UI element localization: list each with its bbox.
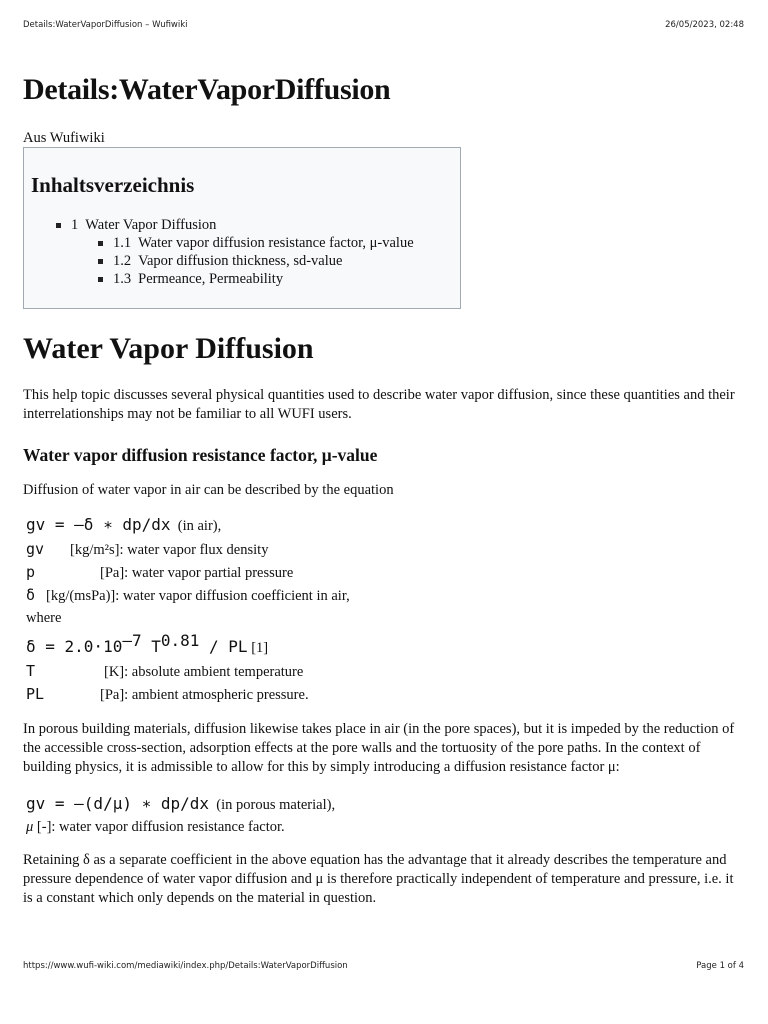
toc-item-label: Permeance, Permeability [138,271,284,287]
delta-equation [26,629,739,660]
toc-item[interactable] [97,252,460,270]
definition-symbol: δ [26,586,36,604]
definition-unit: [K]: [104,663,129,680]
equation-intro: Diffusion of water vapor in air can be described by the equation [23,482,394,498]
mu-desc: water vapor diffusion resistance factor. [59,818,285,835]
flux-equation [26,513,739,538]
toc-item-label: Vapor diffusion thickness, sd-value [138,253,343,269]
definition-symbol: T [26,661,36,680]
page-title: Details:WaterVaporDiffusion [23,73,391,106]
print-header-datetime: 26/05/2023, 02:48 [665,20,744,30]
toc-item-label: Water Vapor Diffusion [85,217,217,233]
definition-row [26,660,739,683]
definition-row [26,561,739,584]
toc-item[interactable] [55,216,460,288]
print-footer-page: Page 1 of 4 [696,961,744,971]
toc-item-number: 1.3 [113,271,132,287]
definition-desc: absolute ambient temperature [131,663,304,680]
toc-item-label: Water vapor diffusion resistance factor, μ-value [138,235,414,251]
where-label: where [26,610,62,626]
toc-item[interactable] [97,234,460,252]
toc-heading: Inhaltsverzeichnis [31,173,195,197]
definition-unit: [kg/m²s]: [70,542,124,558]
retaining-paragraph: Retaining δ as a separate coefficient in the above equation has the advantage that it already describes the temperature and pressure dependence of water vapor diffusion and μ is therefore practically independent of temperature and pressure, i.e. it is a constant which only depends on the material in question. [23,851,734,906]
definition-symbol: PL [26,684,45,703]
delta-equation-rhs: / PL [199,636,248,656]
definition-unit: [Pa]: [100,565,129,581]
definition-unit: [kg/(msPa)]: [46,588,120,604]
delta-equation-lhs: δ = 2.0·10 [26,636,123,656]
porous-equation-note: (in porous material), [216,796,336,813]
definition-row [26,538,739,561]
mu-definition [26,817,739,837]
table-of-contents [23,147,461,309]
porous-equation [26,792,739,817]
temperature-exponent: 0.81 [160,631,200,650]
intro-paragraph: This help topic discusses several physical quantities used to describe water vapor diffusion, since these quantities and their interrelationships may not be familiar to all WUFI users. [23,387,735,422]
site-subtitle: Aus Wufiwiki [23,130,105,146]
toc-item-number: 1.2 [113,253,132,269]
flux-equation-note: (in air), [177,518,222,534]
mu-unit: [-]: [36,818,56,835]
flux-equation-formula: gv = –δ ∗ dp/dx [26,515,171,534]
equation-block [26,513,739,706]
definition-desc: water vapor diffusion coefficient in air, [122,588,350,604]
definition-row [26,584,739,607]
article-content [23,70,739,908]
definition-symbol: p [26,563,36,581]
porous-equation-block [26,792,739,837]
print-header [23,20,744,34]
definition-desc: water vapor partial pressure [131,565,294,581]
toc-item-number: 1.1 [113,235,132,251]
definition-desc: water vapor flux density [127,542,269,558]
toc-item-number: 1 [71,217,79,233]
mu-symbol: μ [26,818,34,835]
delta-temperature: T [141,636,161,656]
definition-unit: [Pa]: [100,686,129,703]
section-title: Water Vapor Diffusion [23,332,314,365]
print-footer [23,961,744,975]
print-header-title: Details:WaterVaporDiffusion – Wufiwiki [23,20,188,30]
porous-equation-formula: gv = –(d/μ) ∗ dp/dx [26,793,210,813]
definition-desc: ambient atmospheric pressure. [131,686,309,703]
porous-paragraph: In porous building materials, diffusion likewise takes place in air (in the pore spaces), but it is impeded by the reduction of the accessible cross-section, adsorption effects at the pore walls and the tortuosity of the pore paths. In the context of building physics, it is admissible to allow for this by simply introducing a diffusion resistance factor μ: [23,720,735,775]
subsection-heading: Water vapor diffusion resistance factor, μ-value [23,445,378,465]
toc-item[interactable] [97,270,460,288]
delta-exponent: –7 [122,631,142,650]
print-footer-url: https://www.wufi-wiki.com/mediawiki/index.php/Details:WaterVaporDiffusion [23,961,348,971]
definition-symbol: gv [26,540,45,558]
definition-row [26,683,739,706]
reference-link[interactable]: [1] [251,639,269,656]
